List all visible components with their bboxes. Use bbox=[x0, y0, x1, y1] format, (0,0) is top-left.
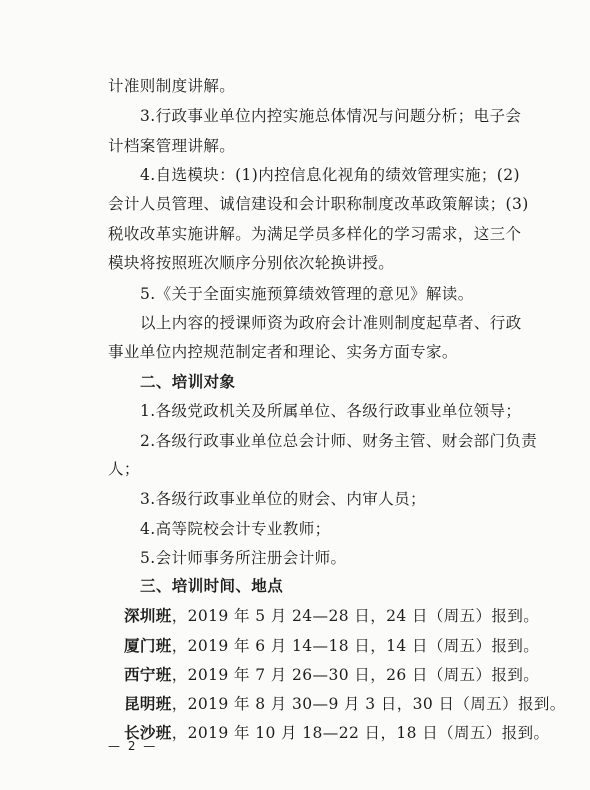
schedule-city: 厦门班 bbox=[124, 637, 172, 655]
schedule-city: 西宁班 bbox=[124, 666, 172, 684]
schedule-detail: ，2019 年 7 月 26—30 日，26 日（周五）报到。 bbox=[171, 666, 540, 684]
schedule-row bbox=[124, 606, 539, 626]
paragraph-line: 计档案管理讲解。 bbox=[108, 137, 236, 155]
list-item: 2.各级行政事业单位总会计师、财务主管、财会部门负责 bbox=[140, 432, 538, 450]
list-item: 5.会计师事务所注册会计师。 bbox=[140, 549, 347, 567]
schedule-detail: ，2019 年 10 月 18—22 日，18 日（周五）报到。 bbox=[171, 724, 550, 742]
schedule-detail: ，2019 年 5 月 24—28 日，24 日（周五）报到。 bbox=[171, 607, 540, 625]
paragraph-line: 5.《关于全面实施预算绩效管理的意见》解读。 bbox=[140, 285, 474, 303]
schedule-row bbox=[124, 665, 539, 685]
paragraph-line: 以上内容的授课师资为政府会计准则制度起草者、行政 bbox=[140, 314, 522, 332]
schedule-row bbox=[124, 723, 549, 743]
schedule-city: 长沙班 bbox=[124, 724, 172, 742]
paragraph-line: 会计人员管理、诚信建设和会计职称制度改革政策解读；(3) bbox=[108, 195, 529, 213]
schedule-row bbox=[124, 694, 566, 714]
section-heading-time-location: 三、培训时间、地点 bbox=[140, 577, 284, 595]
list-item: 人； bbox=[108, 460, 140, 478]
paragraph-line: 税收改革实施讲解。为满足学员多样化的学习需求，这三个 bbox=[108, 225, 522, 243]
paragraph-line: 3.行政事业单位内控实施总体情况与问题分析；电子会 bbox=[140, 107, 522, 125]
section-heading-training-targets: 二、培训对象 bbox=[140, 373, 236, 391]
list-item: 3.各级行政事业单位的财会、内审人员； bbox=[140, 490, 426, 508]
schedule-city: 昆明班 bbox=[124, 695, 172, 713]
schedule-detail: ，2019 年 6 月 14—18 日，14 日（周五）报到。 bbox=[171, 637, 540, 655]
page-number: — 2 — bbox=[108, 739, 158, 753]
paragraph-line: 4.自选模块：(1)内控信息化视角的绩效管理实施；(2) bbox=[140, 166, 520, 184]
list-item: 4.高等院校会计专业教师； bbox=[140, 520, 331, 538]
schedule-city: 深圳班 bbox=[124, 607, 172, 625]
paragraph-line: 模块将按照班次顺序分别依次轮换讲授。 bbox=[108, 254, 395, 272]
schedule-row bbox=[124, 636, 539, 656]
paragraph-line: 计准则制度讲解。 bbox=[108, 77, 236, 95]
list-item: 1.各级党政机关及所属单位、各级行政事业单位领导； bbox=[140, 402, 522, 420]
schedule-detail: ，2019 年 8 月 30—9 月 3 日，30 日（周五）报到。 bbox=[171, 695, 566, 713]
paragraph-line: 事业单位内控规范制定者和理论、实务方面专家。 bbox=[108, 343, 458, 361]
